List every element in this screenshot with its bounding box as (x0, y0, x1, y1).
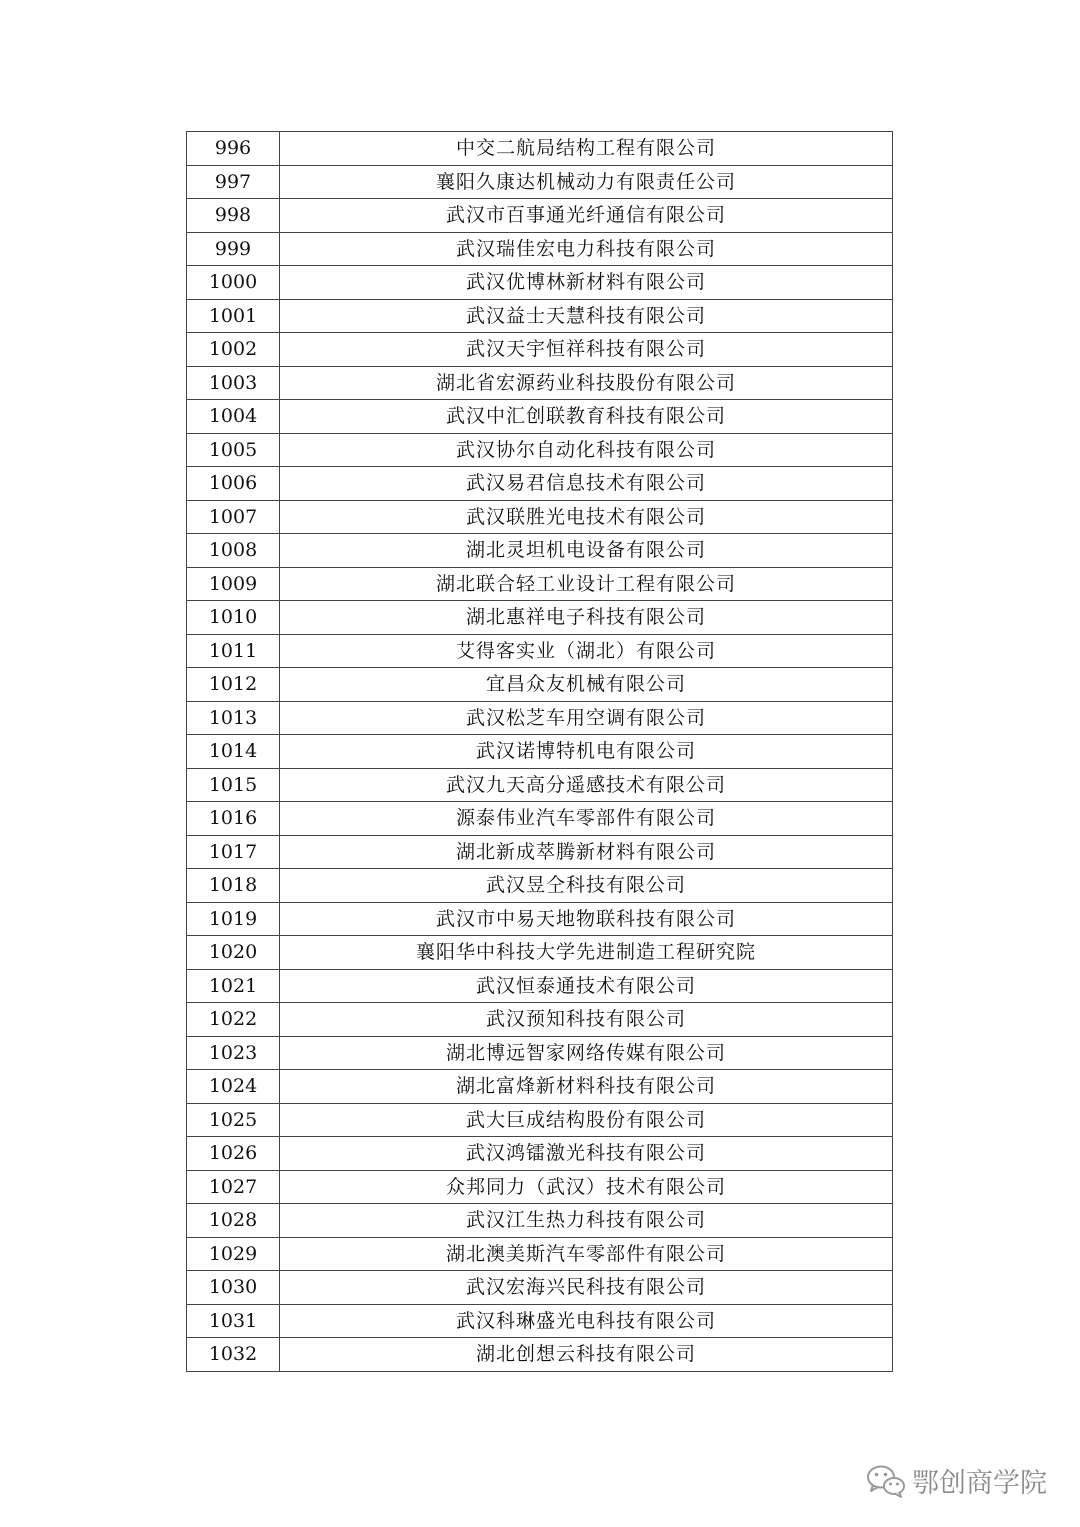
table-row (187, 199, 893, 233)
row-number: 1011 (187, 634, 280, 668)
table-row (187, 1003, 893, 1037)
table-row (187, 1103, 893, 1137)
company-name: 湖北灵坦机电设备有限公司 (280, 534, 893, 568)
company-name: 武汉中汇创联教育科技有限公司 (280, 400, 893, 434)
company-name: 襄阳华中科技大学先进制造工程研究院 (280, 936, 893, 970)
row-number: 997 (187, 165, 280, 199)
table-row (187, 601, 893, 635)
company-name: 武汉鸿镭激光科技有限公司 (280, 1137, 893, 1171)
row-number: 1006 (187, 467, 280, 501)
table-row (187, 1338, 893, 1372)
table-row (187, 567, 893, 601)
company-name: 武汉预知科技有限公司 (280, 1003, 893, 1037)
company-name: 湖北惠祥电子科技有限公司 (280, 601, 893, 635)
table-row (187, 936, 893, 970)
company-name: 湖北富烽新材料科技有限公司 (280, 1070, 893, 1104)
row-number: 1016 (187, 802, 280, 836)
row-number: 1029 (187, 1237, 280, 1271)
company-name: 武汉市中易天地物联科技有限公司 (280, 902, 893, 936)
company-name: 武汉科琳盛光电科技有限公司 (280, 1304, 893, 1338)
row-number: 1026 (187, 1137, 280, 1171)
company-name: 武汉市百事通光纤通信有限公司 (280, 199, 893, 233)
table-row (187, 165, 893, 199)
company-name: 武汉昱仝科技有限公司 (280, 869, 893, 903)
table-row (187, 1070, 893, 1104)
watermark-text: 鄂创商学院 (912, 1468, 1047, 1499)
table-row (187, 400, 893, 434)
table-row (187, 902, 893, 936)
row-number: 1025 (187, 1103, 280, 1137)
company-name: 中交二航局结构工程有限公司 (280, 132, 893, 166)
table-row (187, 266, 893, 300)
company-name: 武汉宏海兴民科技有限公司 (280, 1271, 893, 1305)
company-name: 武汉瑞佳宏电力科技有限公司 (280, 232, 893, 266)
table-row (187, 333, 893, 367)
table-row (187, 1271, 893, 1305)
company-name: 武汉益士天慧科技有限公司 (280, 299, 893, 333)
row-number: 1021 (187, 969, 280, 1003)
row-number: 1030 (187, 1271, 280, 1305)
table-body (187, 132, 893, 1372)
row-number: 999 (187, 232, 280, 266)
row-number: 1027 (187, 1170, 280, 1204)
row-number: 1001 (187, 299, 280, 333)
table-row (187, 1137, 893, 1171)
company-name: 武汉诺博特机电有限公司 (280, 735, 893, 769)
table-row (187, 534, 893, 568)
table-row (187, 132, 893, 166)
row-number: 1017 (187, 835, 280, 869)
row-number: 1023 (187, 1036, 280, 1070)
row-number: 1000 (187, 266, 280, 300)
row-number: 1002 (187, 333, 280, 367)
company-list-table (186, 131, 893, 1372)
row-number: 1009 (187, 567, 280, 601)
row-number: 1004 (187, 400, 280, 434)
company-name: 武汉联胜光电技术有限公司 (280, 500, 893, 534)
row-number: 1031 (187, 1304, 280, 1338)
table-row (187, 735, 893, 769)
table-row (187, 1204, 893, 1238)
table-row (187, 969, 893, 1003)
table-row (187, 1036, 893, 1070)
company-name: 襄阳久康达机械动力有限责任公司 (280, 165, 893, 199)
table-row (187, 835, 893, 869)
table-row (187, 232, 893, 266)
table-row (187, 668, 893, 702)
table-row (187, 299, 893, 333)
company-name: 湖北联合轻工业设计工程有限公司 (280, 567, 893, 601)
company-name: 武汉松芝车用空调有限公司 (280, 701, 893, 735)
table-row (187, 1304, 893, 1338)
row-number: 998 (187, 199, 280, 233)
company-name: 武汉九天高分遥感技术有限公司 (280, 768, 893, 802)
table-row (187, 802, 893, 836)
row-number: 1008 (187, 534, 280, 568)
company-name: 武汉优博林新材料有限公司 (280, 266, 893, 300)
table-row (187, 869, 893, 903)
table-row (187, 768, 893, 802)
row-number: 1032 (187, 1338, 280, 1372)
row-number: 1020 (187, 936, 280, 970)
row-number: 1015 (187, 768, 280, 802)
company-name: 源泰伟业汽车零部件有限公司 (280, 802, 893, 836)
wechat-icon (866, 1464, 906, 1498)
row-number: 1005 (187, 433, 280, 467)
row-number: 1014 (187, 735, 280, 769)
watermark (866, 1461, 1047, 1500)
table-row (187, 1237, 893, 1271)
company-name: 湖北创想云科技有限公司 (280, 1338, 893, 1372)
row-number: 1024 (187, 1070, 280, 1104)
row-number: 996 (187, 132, 280, 166)
company-name: 武汉天宇恒祥科技有限公司 (280, 333, 893, 367)
row-number: 1010 (187, 601, 280, 635)
table-row (187, 634, 893, 668)
company-name: 湖北博远智家网络传媒有限公司 (280, 1036, 893, 1070)
row-number: 1018 (187, 869, 280, 903)
table-row (187, 500, 893, 534)
company-name: 众邦同力（武汉）技术有限公司 (280, 1170, 893, 1204)
row-number: 1003 (187, 366, 280, 400)
row-number: 1022 (187, 1003, 280, 1037)
company-name: 武汉江生热力科技有限公司 (280, 1204, 893, 1238)
row-number: 1028 (187, 1204, 280, 1238)
company-name: 宜昌众友机械有限公司 (280, 668, 893, 702)
row-number: 1019 (187, 902, 280, 936)
table-row (187, 701, 893, 735)
company-name: 武大巨成结构股份有限公司 (280, 1103, 893, 1137)
table-row (187, 433, 893, 467)
table-row (187, 1170, 893, 1204)
row-number: 1012 (187, 668, 280, 702)
table-row (187, 366, 893, 400)
company-name: 湖北新成萃腾新材料有限公司 (280, 835, 893, 869)
company-name: 武汉恒泰通技术有限公司 (280, 969, 893, 1003)
table-row (187, 467, 893, 501)
row-number: 1013 (187, 701, 280, 735)
company-name: 艾得客实业（湖北）有限公司 (280, 634, 893, 668)
company-name: 湖北澳美斯汽车零部件有限公司 (280, 1237, 893, 1271)
row-number: 1007 (187, 500, 280, 534)
company-name: 武汉协尔自动化科技有限公司 (280, 433, 893, 467)
company-name: 湖北省宏源药业科技股份有限公司 (280, 366, 893, 400)
company-name: 武汉易君信息技术有限公司 (280, 467, 893, 501)
